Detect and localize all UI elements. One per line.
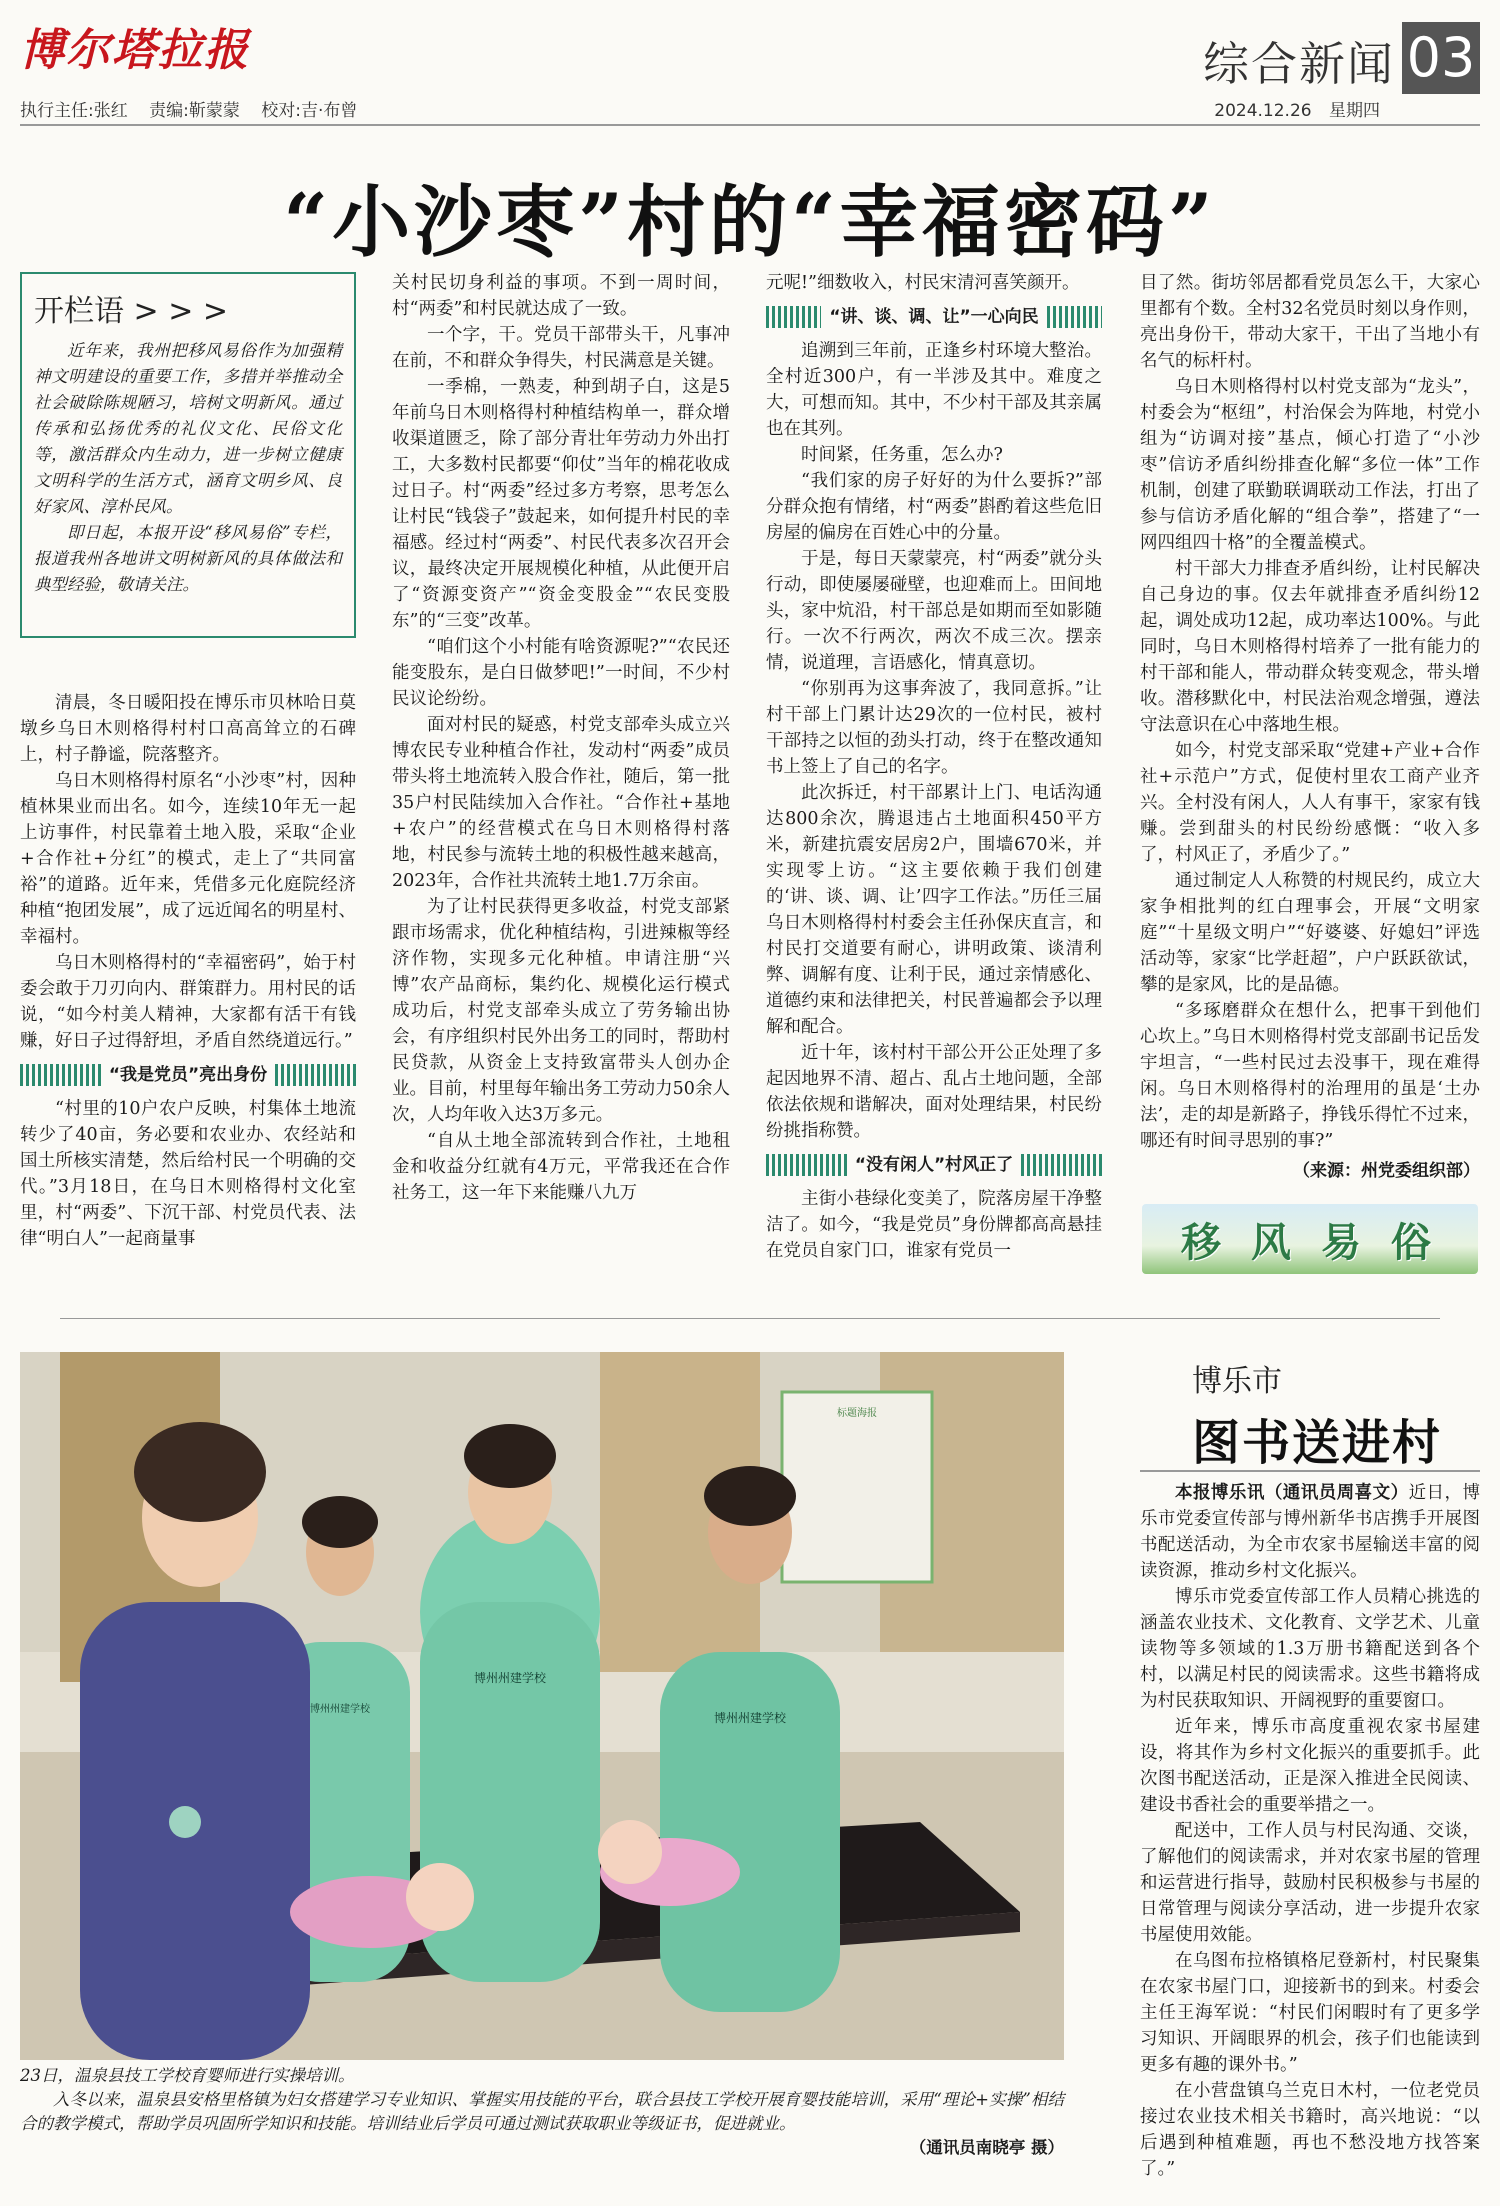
article-paragraph: 追溯到三年前，正逢乡村环境大整治。全村近300户，有一半涉及其中。难度之大，可想而知。其中，不少村干部及其亲属也在其列。 [766, 341, 1102, 439]
article-paragraph: 一个字，干。党员干部带头干，凡事冲在前，不和群众争得失，村民满意是关键。 [392, 325, 730, 371]
intro-paragraph: 即日起，本报开设“移风易俗”专栏，报道我州各地讲文明树新风的具体做法和典型经验，敬请关注。 [34, 523, 342, 594]
article-paragraph: 通过制定人人称赞的村规民约，成立大家争相批判的红白理事会，开展“文明家庭”“十星级文明户”“好婆婆、好媳妇”评选活动等，家家“比学赶超”，户户跃跃欲试，攀的是家风，比的是品德。 [1140, 871, 1480, 995]
caption-body: 入冬以来，温泉县安格里格镇为妇女搭建学习专业知识、掌握实用技能的平台，联合县技工学校开展育婴技能培训，采用“理论+实操”相结合的教学模式，帮助学员巩固所学知识和技能。培训结业后学员可通过测试获取职业等级证书，促进就业。 [20, 2090, 1064, 2133]
section-divider [60, 1318, 1440, 1319]
article-paragraph: 清晨，冬日暖阳投在博乐市贝林哈日莫墩乡乌日木则格得村村口高高耸立的石碑上，村子静谧，院落整齐。 [20, 693, 356, 765]
header-divider [20, 124, 1480, 126]
subheading-stripe [275, 1064, 356, 1086]
banner-text: 移 风 易 俗 [1181, 1218, 1439, 1266]
article-paragraph: 配送中，工作人员与村民沟通、交谈，了解他们的阅读需求，并对农家书屋的管理和运营进行指导，鼓励村民积极参与书屋的日常管理与阅读分享活动，进一步提升农家书屋使用效能。 [1140, 1821, 1480, 1945]
article-paragraph: 乌日木则格得村以村党支部为“龙头”，村委会为“枢纽”，村治保会为阵地，村党小组为“访调对接”基点，倾心打造了“小沙枣”信访矛盾纠纷排查化解“多位一体”工作机制，创建了联勤联调联动工作法，打出了参与信访矛盾化解的“组合拳”，搭建了“一网四组四十格”的全覆盖模式。 [1140, 377, 1480, 553]
article-paragraph: 关村民切身利益的事项。不到一周时间，村“两委”和村民就达成了一致。 [392, 273, 730, 319]
article-column-4 [1140, 270, 1480, 1184]
article-paragraph: 在乌图布拉格镇格尼登新村，村民聚集在农家书屋门口，迎接新书的到来。村委会主任王海军说：“村民们闲暇时有了更多学习知识、开阔眼界的机会，孩子们也能读到更多有趣的课外书。” [1140, 1951, 1480, 2075]
article-paragraph: 为了让村民获得更多收益，村党支部紧跟市场需求，优化种植结构，引进辣椒等经济作物，实现多元化种植。申请注册“兴博”农产品商标，集约化、规模化运行模式成功后，村党支部牵头成立了劳务输出协会，有序组织村民外出务工的同时，帮助村民贷款，从资金上支持致富带头人创办企业。目前，村里每年输出务工劳动力50余人次，人均年收入达3万多元。 [392, 897, 730, 1125]
instructor-hair [134, 1422, 266, 1522]
article-column-2 [392, 270, 730, 1206]
article-paragraph: 在小营盘镇乌兰克日木村，一位老党员接过农业技术相关书籍时，高兴地说：“以后遇到种植难题，再也不愁没地方找答案了。” [1140, 2081, 1480, 2179]
article-paragraph: 一季棉，一熟麦，种到胡子白，这是5年前乌日木则格得村种植结构单一，群众增收渠道匮乏，除了部分青壮年劳动力外出打工，大多数村民都要“仰仗”当年的棉花收成过日子。村“两委”经过多方考察，思考怎么让村民“钱袋子”鼓起来，如何提升村民的幸福感。经过村“两委”、村民代表多次召开会议，最终决定开展规模化种植，从此便开启了“资源变资产”“资金变股金”“农民变股东”的“三变”改革。 [392, 377, 730, 631]
subheading-stripe [766, 306, 821, 328]
subheading [766, 304, 1102, 330]
sidebar-headline: 图书送进村 [1192, 1415, 1443, 1471]
article-paragraph: 乌日木则格得村的“幸福密码”，始于村委会敢于刀刃向内、群策群力。用村民的话说，“如今村美人精神，大家都有活干有钱赚，好日子过得舒坦，矛盾自然绕道远行。” [20, 953, 356, 1051]
instructor-pendant [169, 1806, 201, 1838]
subheading-stripe [20, 1064, 101, 1086]
column-intro-box [20, 272, 356, 638]
staff-proofreader: 校对:吉·布曾 [261, 101, 358, 121]
article-paragraph: “我们家的房子好好的为什么要拆?”部分群众抱有情绪，村“两委”斟酌着这些危旧房屋的偏房在百姓心中的分量。 [766, 471, 1102, 543]
caption-line: 23日，温泉县技工学校育婴师进行实操培训。 [20, 2066, 355, 2085]
column-banner [1142, 1204, 1478, 1274]
uniform-badge: 博州州建学校 [713, 1711, 787, 1725]
article-paragraph: 元呢!”细数收入，村民宋清河喜笑颜开。 [766, 273, 1080, 293]
photo-illustration [20, 1352, 1064, 2060]
article-column-1 [20, 690, 356, 1252]
news-photo [20, 1352, 1064, 2060]
subheading-text: “我是党员”亮出身份 [108, 1065, 268, 1085]
trainee-figure [660, 1652, 840, 2012]
article-paragraph: “你别再为这事奔波了，我同意拆。”让村干部上门累计达29次的一位村民，被村干部持之以恒的劲头打动，终于在整改通知书上签上了自己的名字。 [766, 679, 1102, 777]
article-paragraph: 主街小巷绿化变美了，院落房屋干净整洁了。如今，“我是党员”身份牌都高高悬挂在党员自家门口，谁家有党员一 [766, 1189, 1102, 1261]
trainee-hair [464, 1424, 556, 1488]
trainee-hair [704, 1466, 796, 1526]
article-paragraph: 目了然。街坊邻居都看党员怎么干，大家心里都有个数。全村32名党员时刻以身作则，亮出身份干，带动大家干，干出了当地小有名气的标杆村。 [1140, 273, 1480, 371]
photo-credit: （通讯员南晓亭 摄） [909, 2138, 1064, 2157]
article-paragraph: “咱们这个小村能有啥资源呢?”“农民还能变股东，是白日做梦吧!”一时间，不少村民议论纷纷。 [392, 637, 730, 709]
editorial-staff [20, 96, 373, 121]
subheading-text: “没有闲人”村风正了 [854, 1155, 1014, 1175]
article-source: （来源：州党委组织部） [1293, 1161, 1480, 1181]
sidebar-divider [1140, 1470, 1480, 1472]
sidebar-kicker: 博乐市 [1192, 1364, 1282, 1399]
staff-director: 执行主任:张红 [20, 101, 128, 121]
poster-title: 标题海报 [837, 1408, 877, 1419]
weekday-text: 星期四 [1329, 101, 1380, 121]
main-headline: “小沙枣”村的“幸福密码” [283, 177, 1217, 268]
article-paragraph: “村里的10户农户反映，村集体土地流转少了40亩，务必要和农业办、农经站和国土所核实清楚，然后给村民一个明确的交代。”3月18日，在乌日木则格得村文化室里，村“两委”、下沉干部、村党员代表、法律“明白人”一起商量事 [20, 1099, 356, 1249]
article-paragraph: 近年来，博乐市高度重视农家书屋建设，将其作为乡村文化振兴的重要抓手。此次图书配送活动，正是深入推进全民阅读、建设书香社会的重要举措之一。 [1140, 1717, 1480, 1815]
uniform-badge: 博州州建学校 [473, 1671, 547, 1685]
article-paragraph: 面对村民的疑惑，村党支部牵头成立兴博农民专业种植合作社，发动村“两委”成员带头将土地流转入股合作社，随后，第一批35户村民陆续加入合作社。“合作社+基地+农户”的经营模式在乌日木则格得村落地，村民参与流转土地的积极性越来越高，2023年，合作社共流转土地1.7万余亩。 [392, 715, 730, 891]
photo-caption [20, 2064, 1064, 2160]
uniform-badge: 博州州建学校 [310, 1704, 370, 1715]
article-paragraph: “自从土地全部流转到合作社，土地租金和收益分红就有4万元，平常我还在合作社务工，这一年下来能赚八九万 [392, 1131, 730, 1203]
photo-wall-poster [782, 1392, 932, 1582]
article-paragraph: 近十年，该村村干部公开公正处理了多起因地界不清、超占、乱占土地问题，全部依法依规和谐解决，面对处理结果，村民纷纷挑指称赞。 [766, 1043, 1102, 1141]
article-paragraph: 博乐市党委宣传部工作人员精心挑选的涵盖农业技术、文化教育、文学艺术、儿童读物等多领域的1.3万册书籍配送到各个村，以满足村民的阅读需求。这些书籍将成为村民获取知识、开阔视野的重要窗口。 [1140, 1587, 1480, 1711]
training-doll-head [406, 1863, 474, 1931]
lead-text: 近日，博乐市党委宣传部与博州新华书店携手开展图书配送活动，为全市农家书屋输送丰富的阅读资源，推动乡村文化振兴。 [1140, 1483, 1480, 1581]
article-column-3 [766, 270, 1102, 1264]
article-paragraph: “多琢磨群众在想什么，把事干到他们心坎上。”乌日木则格得村党支部副书记岳发宇坦言，“一些村民过去没事干，现在难得闲。乌日木则格得村的治理用的虽是‘土办法’，走的却是新路子，挣钱乐得忙不过来，哪还有时间寻思别的事?” [1140, 1001, 1480, 1151]
section-title: 综合新闻 [1203, 37, 1395, 91]
training-doll-head [598, 1820, 662, 1884]
article-paragraph: 如今，村党支部采取“党建+产业+合作社+示范户”方式，促使村里农工商产业齐兴。全村没有闲人，人人有事干，家家有钱赚。尝到甜头的村民纷纷感慨：“收入多了，村风正了，矛盾少了。” [1140, 741, 1480, 865]
subheading [20, 1062, 356, 1088]
intro-paragraph: 近年来，我州把移风易俗作为加强精神文明建设的重要工作，多措并举推动全社会破除陈规陋习，培树文明新风。通过传承和弘扬优秀的礼仪文化、民俗文化等，激活群众内生动力，进一步树立健康文明科学的生活方式，涵育文明乡风、良好家风、淳朴民风。 [34, 341, 342, 516]
trainee-hair [302, 1496, 378, 1548]
article-paragraph: 乌日木则格得村原名“小沙枣”村，因种植林果业而出名。如今，连续10年无一起上访事件，村民靠着土地入股，采取“企业+合作社+分红”的模式，走上了“共同富裕”的道路。近年来，凭借多元化庭院经济种植“抱团发展”，成了远近闻名的明星村、幸福村。 [20, 771, 356, 947]
subheading-stripe [1021, 1154, 1102, 1176]
article-paragraph: 时间紧，任务重，怎么办? [801, 445, 1003, 465]
article-paragraph: 此次拆迁，村干部累计上门、电话沟通达800余次，腾退违占土地面积450平方米，新建抗震安居房2户，围墙670米，并实现零上访。“这主要依赖于我们创建的‘讲、谈、调、让’四字工作法。”历任三届乌日木则格得村村委会主任孙保庆直言，和村民打交道要有耐心，讲明政策、谈清利弊、调解有度、让利于民，通过亲情感化、道德约束和法律把关，村民普遍都会予以理解和配合。 [766, 783, 1102, 1037]
subheading-text: “讲、谈、调、让”一心向民 [829, 307, 1039, 327]
article-paragraph [1140, 1480, 1480, 1584]
subheading-stripe [766, 1154, 847, 1176]
subheading-stripe [1047, 306, 1102, 328]
page-number: 03 [1402, 22, 1480, 94]
staff-editor: 责编:靳蒙蒙 [149, 101, 240, 121]
date-text: 2024.12.26 [1214, 101, 1312, 121]
newspaper-logo: 博尔塔拉报 [20, 25, 250, 76]
dateline: 本报博乐讯（通讯员周喜文） [1175, 1483, 1409, 1503]
article-paragraph: 村干部大力排查矛盾纠纷，让村民解决自己身边的事。仅去年就排查矛盾纠纷12起，调处成功12起，成功率达100%。与此同时，乌日木则格得村培养了一批有能力的村干部和能人，带动群众转变观念，带头增收。潜移默化中，村民法治观念增强，遵法守法意识在心中落地生根。 [1140, 559, 1480, 735]
sidebar-article [1140, 1480, 1480, 2182]
subheading [766, 1152, 1102, 1178]
intro-title: 开栏语 > > > [34, 294, 229, 329]
article-paragraph: 于是，每日天蒙蒙亮，村“两委”就分头行动，即使屡屡碰壁，也迎难而上。田间地头，家中炕沿，村干部总是如期而至如影随行。一次不行两次，两次不成三次。摆亲情，说道理，言语感化，情真意切。 [766, 549, 1102, 673]
issue-date [1202, 96, 1380, 121]
